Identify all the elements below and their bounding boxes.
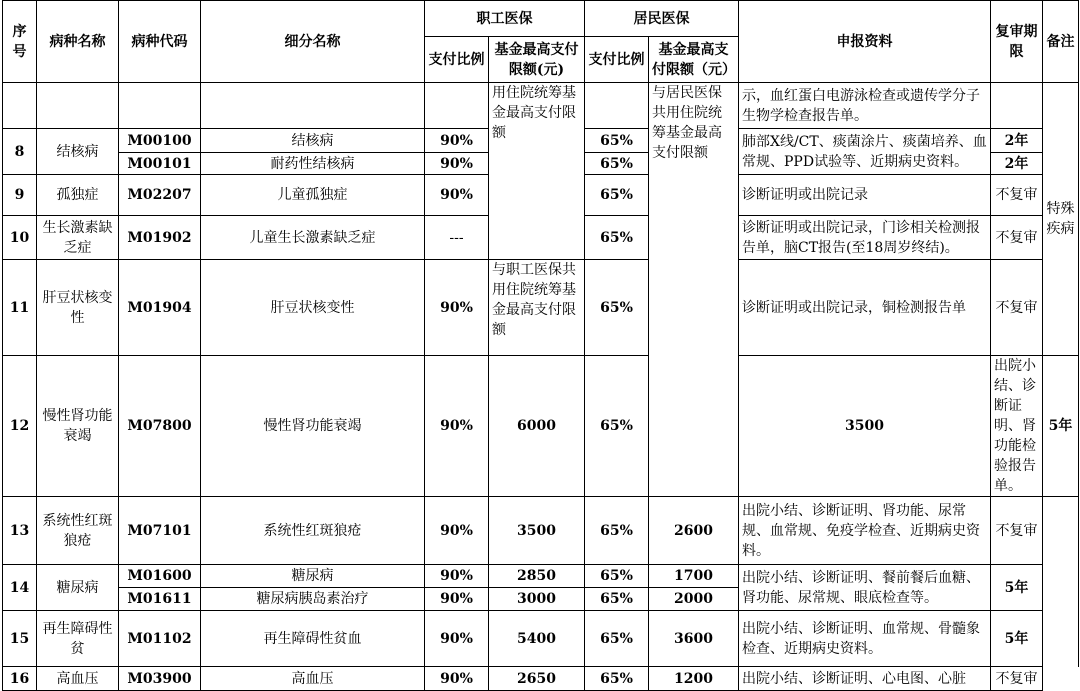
disease-code: M00101 xyxy=(119,153,201,175)
documents: 出院小结、诊断证明、肾功能检验报告单。 xyxy=(991,356,1043,497)
res-limit: 1200 xyxy=(649,667,739,691)
emp-ratio: 90% xyxy=(425,129,489,153)
header-note: 备注 xyxy=(1043,1,1079,83)
res-limit: 2600 xyxy=(649,497,739,565)
disease-code: M01904 xyxy=(119,260,201,356)
res-ratio: 65% xyxy=(585,565,649,588)
res-limit: 1700 xyxy=(649,565,739,588)
header-no: 序号 xyxy=(3,1,37,83)
cont-ratio-res xyxy=(585,83,649,129)
row-no: 10 xyxy=(3,216,37,260)
subcategory: 慢性肾功能衰竭 xyxy=(201,356,425,497)
disease-name: 结核病 xyxy=(37,129,119,175)
disease-name: 高血压 xyxy=(37,667,119,691)
disease-name: 肝豆状核变性 xyxy=(37,260,119,356)
emp-limit: 2650 xyxy=(489,667,585,691)
emp-limit: 3000 xyxy=(489,588,585,611)
disease-code: M02207 xyxy=(119,175,201,216)
header-emp-ratio: 支付比例 xyxy=(425,37,489,83)
header-res-limit: 基金最高支付限额（元） xyxy=(649,37,739,83)
emp-ratio: 90% xyxy=(425,356,489,497)
res-ratio: 65% xyxy=(585,667,649,691)
review-period: 不复审 xyxy=(991,260,1043,356)
cont-no xyxy=(3,83,37,129)
row-no: 11 xyxy=(3,260,37,356)
disease-code: M01902 xyxy=(119,216,201,260)
table-row xyxy=(3,565,1079,588)
disease-name: 系统性红斑狼疮 xyxy=(37,497,119,565)
emp-ratio: 90% xyxy=(425,175,489,216)
header-emp-limit: 基金最高支付限额(元) xyxy=(489,37,585,83)
insurance-disease-table xyxy=(2,0,1079,691)
review-period: 不复审 xyxy=(991,667,1043,691)
table-row xyxy=(3,356,1079,497)
documents: 出院小结、诊断证明、血常规、骨髓象检查、近期病史资料。 xyxy=(739,611,991,667)
res-limit: 2000 xyxy=(649,588,739,611)
table-row xyxy=(3,667,1079,691)
documents: 出院小结、诊断证明、餐前餐后血糖、肾功能、尿常规、眼底检查等。 xyxy=(739,565,991,611)
header-subcategory: 细分名称 xyxy=(201,1,425,83)
header-resident-insurance: 居民医保 xyxy=(585,1,739,37)
header-employee-insurance: 职工医保 xyxy=(425,1,585,37)
subcategory: 儿童孤独症 xyxy=(201,175,425,216)
subcategory: 系统性红斑狼疮 xyxy=(201,497,425,565)
disease-code: M00100 xyxy=(119,129,201,153)
header-documents: 申报资料 xyxy=(739,1,991,83)
disease-code: M01102 xyxy=(119,611,201,667)
review-period: 5年 xyxy=(991,565,1043,611)
disease-name: 慢性肾功能衰竭 xyxy=(37,356,119,497)
res-ratio: 65% xyxy=(585,129,649,153)
subcategory: 糖尿病 xyxy=(201,565,425,588)
cont-period xyxy=(991,83,1043,129)
res-ratio: 65% xyxy=(585,260,649,356)
emp-ratio: 90% xyxy=(425,153,489,175)
emp-limit: 3500 xyxy=(489,497,585,565)
emp-limit: 5400 xyxy=(489,611,585,667)
emp-limit: 与职工医保共用住院统筹基金最高支付限额 xyxy=(489,260,585,356)
documents: 诊断证明或出院记录，铜检测报告单 xyxy=(739,260,991,356)
review-period: 2年 xyxy=(991,153,1043,175)
res-ratio: 65% xyxy=(585,497,649,565)
documents: 出院小结、诊断证明、心电图、心脏 xyxy=(739,667,991,691)
review-period: 5年 xyxy=(991,611,1043,667)
res-ratio: 65% xyxy=(585,356,649,497)
res-ratio: 65% xyxy=(585,175,649,216)
review-period: 不复审 xyxy=(991,497,1043,565)
cont-name xyxy=(37,83,119,129)
table-row xyxy=(3,497,1079,565)
documents: 诊断证明或出院记录 xyxy=(739,175,991,216)
emp-ratio: --- xyxy=(425,216,489,260)
row-no: 9 xyxy=(3,175,37,216)
emp-shared-limit: 用住院统筹基金最高支付限额 xyxy=(489,83,585,260)
subcategory: 耐药性结核病 xyxy=(201,153,425,175)
row-no: 14 xyxy=(3,565,37,611)
disease-name: 孤独症 xyxy=(37,175,119,216)
subcategory: 糖尿病胰岛素治疗 xyxy=(201,588,425,611)
disease-code: M07800 xyxy=(119,356,201,497)
disease-code: M01611 xyxy=(119,588,201,611)
cont-ratio xyxy=(425,83,489,129)
review-period: 不复审 xyxy=(991,175,1043,216)
emp-limit: 6000 xyxy=(489,356,585,497)
cont-sub xyxy=(201,83,425,129)
emp-ratio: 90% xyxy=(425,588,489,611)
cont-docs: 示，血红蛋白电游泳检查或遗传学分子生物学检查报告单。 xyxy=(739,83,991,129)
header-review-period: 复审期限 xyxy=(991,1,1043,83)
row-no: 13 xyxy=(3,497,37,565)
note-special: 特殊疾病 xyxy=(1043,83,1079,356)
subcategory: 结核病 xyxy=(201,129,425,153)
res-limit: 3600 xyxy=(649,611,739,667)
header-disease-code: 病种代码 xyxy=(119,1,201,83)
subcategory: 再生障碍性贫血 xyxy=(201,611,425,667)
res-limit: 3500 xyxy=(739,356,991,497)
disease-code: M07101 xyxy=(119,497,201,565)
header-res-ratio: 支付比例 xyxy=(585,37,649,83)
row-no: 15 xyxy=(3,611,37,667)
disease-name: 再生障碍性贫 xyxy=(37,611,119,667)
cont-code xyxy=(119,83,201,129)
documents: 肺部X线/CT、痰菌涂片、痰菌培养、血常规、PPD试验等、近期病史资料。 xyxy=(739,129,991,175)
documents: 诊断证明或出院记录，门诊相关检测报告单，脑CT报告(至18周岁终结)。 xyxy=(739,216,991,260)
table-row xyxy=(3,611,1079,667)
res-ratio: 65% xyxy=(585,611,649,667)
row-no: 12 xyxy=(3,356,37,497)
table-row xyxy=(3,260,1079,356)
emp-ratio: 90% xyxy=(425,260,489,356)
disease-name: 生长激素缺乏症 xyxy=(37,216,119,260)
res-ratio: 65% xyxy=(585,153,649,175)
emp-ratio: 90% xyxy=(425,497,489,565)
emp-ratio: 90% xyxy=(425,611,489,667)
emp-ratio: 90% xyxy=(425,565,489,588)
disease-code: M03900 xyxy=(119,667,201,691)
disease-code: M01600 xyxy=(119,565,201,588)
res-ratio: 65% xyxy=(585,588,649,611)
disease-name: 糖尿病 xyxy=(37,565,119,611)
row-no: 8 xyxy=(3,129,37,175)
subcategory: 儿童生长激素缺乏症 xyxy=(201,216,425,260)
subcategory: 肝豆状核变性 xyxy=(201,260,425,356)
documents: 出院小结、诊断证明、肾功能、尿常规、血常规、免疫学检查、近期病史资料。 xyxy=(739,497,991,565)
review-period: 不复审 xyxy=(991,216,1043,260)
emp-limit: 2850 xyxy=(489,565,585,588)
header-disease-name: 病种名称 xyxy=(37,1,119,83)
emp-ratio: 90% xyxy=(425,667,489,691)
subcategory: 高血压 xyxy=(201,667,425,691)
review-period: 2年 xyxy=(991,129,1043,153)
res-ratio: 65% xyxy=(585,216,649,260)
res-shared-limit: 与居民医保共用住院统筹基金最高支付限额 xyxy=(649,83,739,497)
row-no: 16 xyxy=(3,667,37,691)
review-period: 5年 xyxy=(1043,356,1079,497)
